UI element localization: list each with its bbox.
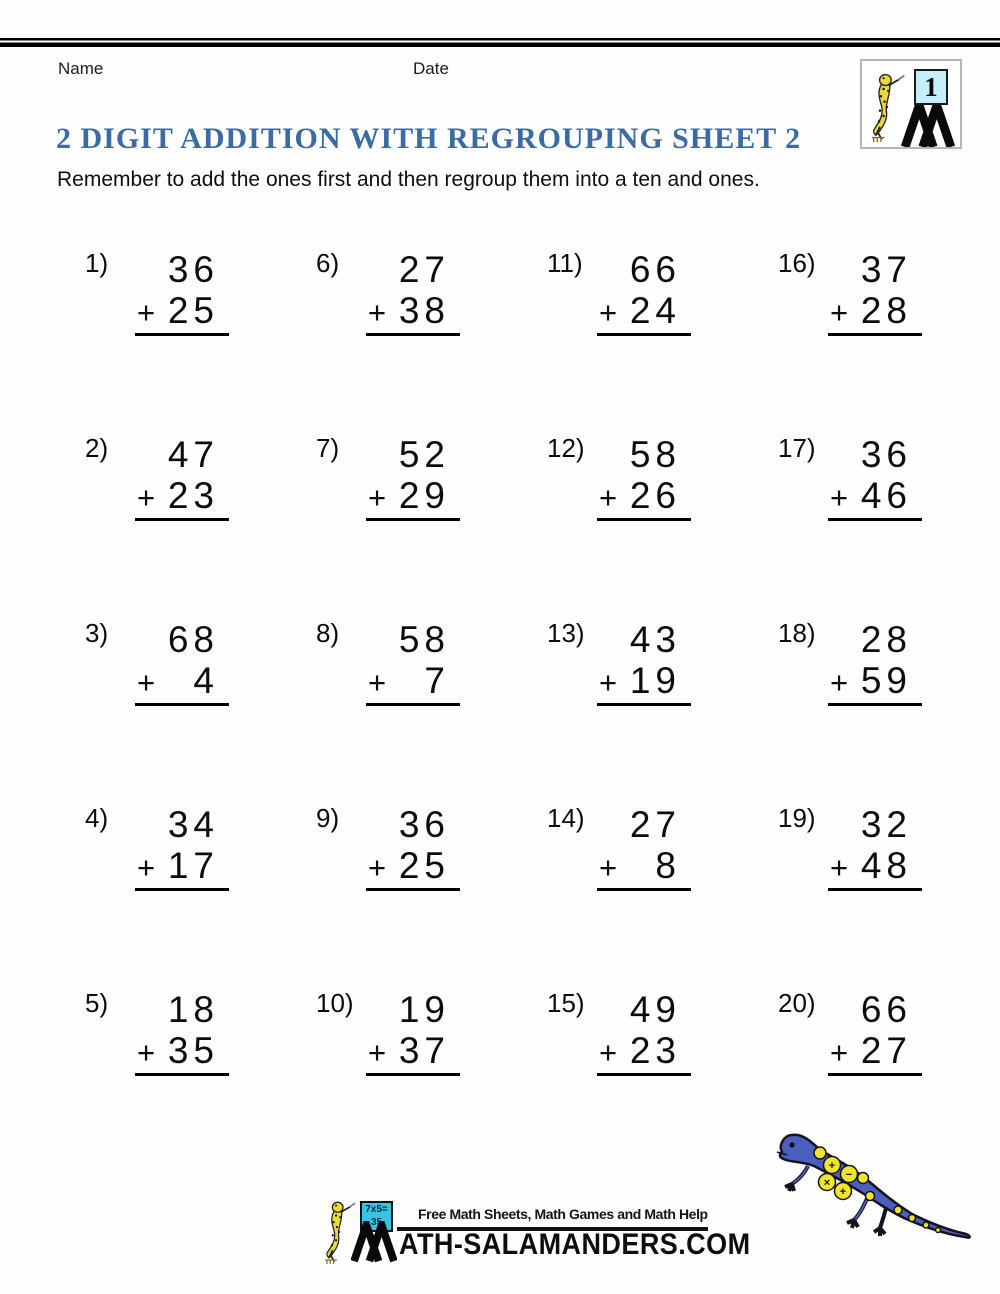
- addition-problem-2: [85, 433, 316, 618]
- addition-problem-18: [778, 618, 1000, 803]
- problem-number: 7): [316, 433, 340, 463]
- addition-problem-17: [778, 433, 1000, 618]
- plus-icon: +: [599, 295, 618, 330]
- problem-number: 19): [778, 803, 816, 833]
- top-addend: 47: [167, 434, 219, 475]
- problem-number: 11): [547, 248, 583, 278]
- spot-minus-symbol: −: [845, 1169, 853, 1181]
- bottom-addend: 19: [629, 660, 681, 701]
- plus-icon: +: [368, 480, 387, 515]
- plus-icon: +: [599, 850, 618, 885]
- addition-problem-7: [316, 433, 547, 618]
- problems-grid: [85, 248, 1000, 1173]
- top-addend: 58: [398, 619, 450, 660]
- top-addend: 36: [860, 434, 912, 475]
- bottom-addend: 8: [655, 845, 681, 886]
- answer-line: [597, 703, 691, 706]
- top-addend: 28: [860, 619, 912, 660]
- spot-times-symbol: ×: [823, 1177, 831, 1189]
- bottom-addend: 38: [398, 290, 450, 331]
- addition-problem-4: [85, 803, 316, 988]
- bottom-addend: 23: [629, 1030, 681, 1071]
- blue-salamander-illustration: [768, 1122, 988, 1242]
- top-addend: 68: [167, 619, 219, 660]
- bottom-addend: 23: [167, 475, 219, 516]
- bottom-addend: 17: [167, 845, 219, 886]
- answer-line: [135, 703, 229, 706]
- bottom-addend: 26: [629, 475, 681, 516]
- addition-problem-8: [316, 618, 547, 803]
- addition-problem-13: [547, 618, 778, 803]
- answer-line: [135, 518, 229, 521]
- bottom-addend: 48: [860, 845, 912, 886]
- sheet-number-card: 1: [914, 69, 948, 105]
- plus-icon: +: [830, 295, 849, 330]
- answer-line: [135, 1073, 229, 1076]
- answer-line: [366, 518, 460, 521]
- plus-icon: +: [830, 480, 849, 515]
- addition-problem-3: [85, 618, 316, 803]
- problem-number: 13): [547, 618, 585, 648]
- answer-line: [366, 888, 460, 891]
- top-addend: 49: [629, 989, 681, 1030]
- problem-number: 6): [316, 248, 340, 278]
- top-addend: 36: [398, 804, 450, 845]
- bottom-addend: 37: [398, 1030, 450, 1071]
- answer-line: [135, 888, 229, 891]
- date-label: Date: [413, 59, 449, 78]
- plus-icon: +: [137, 480, 156, 515]
- name-label: Name: [58, 59, 104, 78]
- answer-line: [597, 333, 691, 336]
- bottom-addend: 29: [398, 475, 450, 516]
- bottom-addend: 59: [860, 660, 912, 701]
- bottom-addend: 28: [860, 290, 912, 331]
- top-addend: 66: [629, 249, 681, 290]
- problem-number: 5): [85, 988, 109, 1018]
- plus-icon: +: [830, 1035, 849, 1070]
- addition-problem-19: [778, 803, 1000, 988]
- top-addend: 37: [860, 249, 912, 290]
- problem-number: 8): [316, 618, 340, 648]
- bottom-addend: 25: [398, 845, 450, 886]
- plus-icon: +: [368, 1035, 387, 1070]
- problem-number: 10): [316, 988, 354, 1018]
- top-addend: 58: [629, 434, 681, 475]
- addition-problem-11: [547, 248, 778, 433]
- plus-icon: +: [599, 1035, 618, 1070]
- problem-number: 12): [547, 433, 585, 463]
- addition-problem-1: [85, 248, 316, 433]
- answer-line: [828, 333, 922, 336]
- math-salamanders-badge: [860, 59, 962, 149]
- plus-icon: +: [368, 295, 387, 330]
- bottom-addend: 46: [860, 475, 912, 516]
- addition-problem-12: [547, 433, 778, 618]
- problem-number: 18): [778, 618, 816, 648]
- bottom-addend: 7: [424, 660, 450, 701]
- spot-plus2-symbol: +: [839, 1186, 847, 1198]
- answer-line: [828, 518, 922, 521]
- instruction-text: Remember to add the ones first and then regroup them into a ten and ones.: [57, 168, 760, 191]
- top-addend: 18: [167, 989, 219, 1030]
- bottom-addend: 25: [167, 290, 219, 331]
- plus-icon: +: [830, 850, 849, 885]
- top-addend: 27: [629, 804, 681, 845]
- top-addend: 34: [167, 804, 219, 845]
- plus-icon: +: [137, 1035, 156, 1070]
- problem-number: 14): [547, 803, 585, 833]
- top-addend: 43: [629, 619, 681, 660]
- top-addend: 27: [398, 249, 450, 290]
- plus-icon: +: [599, 480, 618, 515]
- problem-number: 16): [778, 248, 816, 278]
- answer-line: [597, 1073, 691, 1076]
- problem-number: 20): [778, 988, 816, 1018]
- top-addend: 66: [860, 989, 912, 1030]
- bottom-addend: 4: [193, 660, 219, 701]
- problem-number: 15): [547, 988, 585, 1018]
- answer-line: [828, 703, 922, 706]
- m-logo-glyph: [900, 103, 956, 147]
- plus-icon: +: [830, 665, 849, 700]
- plus-icon: +: [137, 295, 156, 330]
- top-addend: 52: [398, 434, 450, 475]
- answer-line: [366, 1073, 460, 1076]
- plus-icon: +: [368, 665, 387, 700]
- page-title: 2 DIGIT ADDITION WITH REGROUPING SHEET 2: [56, 122, 802, 155]
- plus-icon: +: [137, 665, 156, 700]
- problem-number: 9): [316, 803, 340, 833]
- top-addend: 19: [398, 989, 450, 1030]
- problem-number: 17): [778, 433, 816, 463]
- top-addend: 36: [167, 249, 219, 290]
- bottom-addend: 35: [167, 1030, 219, 1071]
- answer-line: [597, 888, 691, 891]
- answer-line: [828, 1073, 922, 1076]
- addition-problem-15: [547, 988, 778, 1173]
- footer-site-name: ATH-SALAMANDERS.COM: [399, 1228, 751, 1261]
- addition-problem-10: [316, 988, 547, 1173]
- plus-icon: +: [599, 665, 618, 700]
- addition-problem-6: [316, 248, 547, 433]
- top-border-rule: [0, 38, 1000, 47]
- addition-problem-5: [85, 988, 316, 1173]
- board-line1: 7x5=: [365, 1204, 388, 1215]
- addition-problem-16: [778, 248, 1000, 433]
- addition-problem-14: [547, 803, 778, 988]
- answer-line: [135, 333, 229, 336]
- top-addend: 32: [860, 804, 912, 845]
- plus-icon: +: [368, 850, 387, 885]
- board-line2: 35: [370, 1217, 383, 1228]
- footer-tagline: Free Math Sheets, Math Games and Math Help: [418, 1206, 708, 1222]
- answer-line: [366, 703, 460, 706]
- problem-number: 4): [85, 803, 109, 833]
- addition-problem-9: [316, 803, 547, 988]
- answer-line: [366, 333, 460, 336]
- problem-number: 2): [85, 433, 109, 463]
- spot-plus-symbol: +: [828, 1160, 836, 1172]
- problem-number: 1): [85, 248, 109, 278]
- bottom-addend: 27: [860, 1030, 912, 1071]
- plus-icon: +: [137, 850, 156, 885]
- answer-line: [597, 518, 691, 521]
- bottom-addend: 24: [629, 290, 681, 331]
- answer-line: [828, 888, 922, 891]
- footer-m-logo-glyph: [351, 1221, 397, 1263]
- problem-number: 3): [85, 618, 109, 648]
